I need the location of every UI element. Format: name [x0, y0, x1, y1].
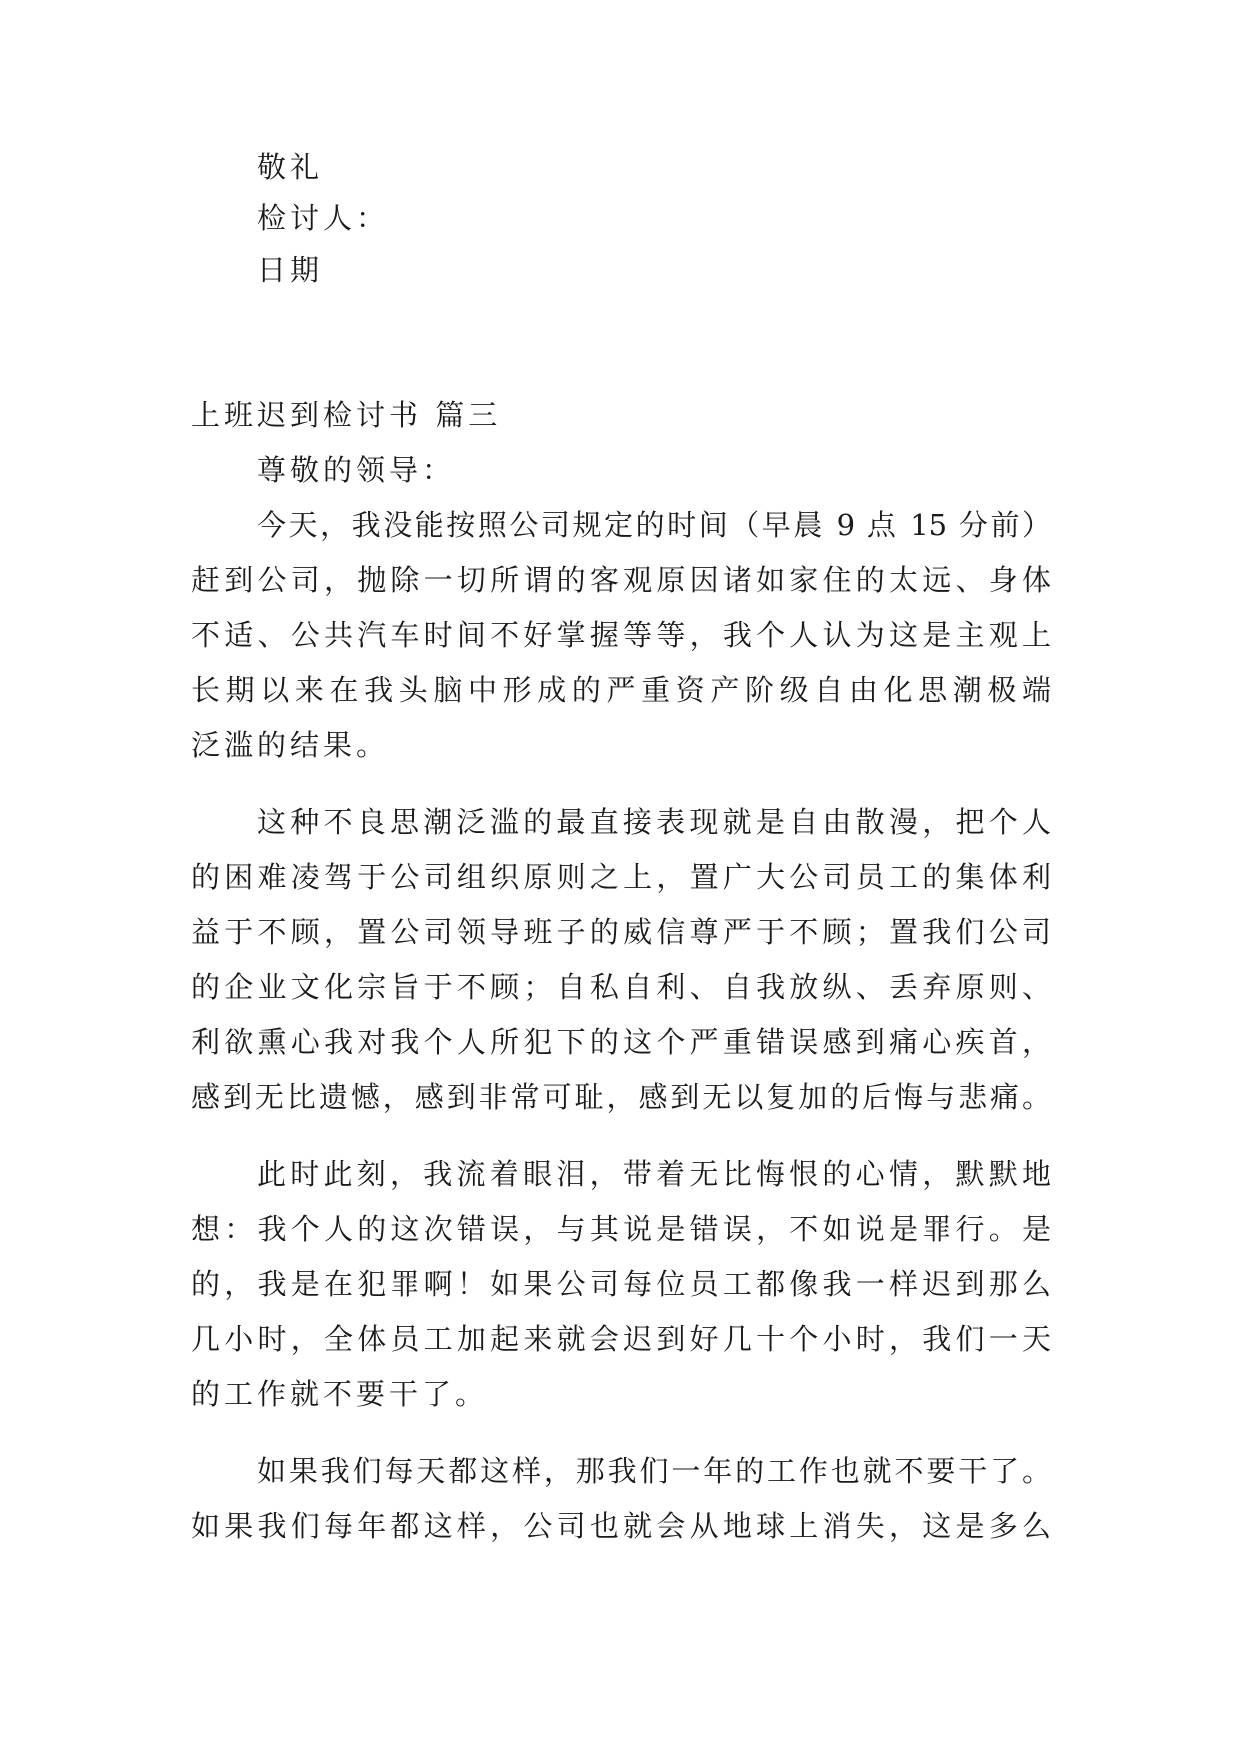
- paragraph-line: 的企业文化宗旨于不顾；自私自利、自我放纵、丢弃原则、: [191, 970, 1051, 1004]
- paragraph-line: 利欲熏心我对我个人所犯下的这个严重错误感到痛心疾首，: [191, 1025, 1051, 1059]
- paragraph-line: 的困难凌驾于公司组织原则之上，置广大公司员工的集体利: [191, 860, 1051, 894]
- section-title: 上班迟到检讨书 篇三: [191, 398, 502, 432]
- paragraph-line: 如果我们每天都这样，那我们一年的工作也就不要干了。: [257, 1454, 1051, 1488]
- closing-salutation: 敬礼: [257, 150, 324, 184]
- greeting: 尊敬的领导：: [257, 453, 456, 487]
- paragraph-line: 益于不顾，置公司领导班子的威信尊严于不顾；置我们公司: [191, 915, 1051, 949]
- paragraph-line: 想：我个人的这次错误，与其说是错误，不如说是罪行。是: [191, 1212, 1051, 1246]
- closing-signer: 检讨人：: [257, 201, 390, 235]
- closing-date: 日期: [257, 253, 324, 287]
- paragraph-line: 泛滥的结果。: [191, 728, 390, 762]
- paragraph-line: 的工作就不要干了。: [191, 1377, 489, 1411]
- paragraph-line: 赶到公司，抛除一切所谓的客观原因诸如家住的太远、身体: [191, 563, 1051, 597]
- paragraph-line: 的，我是在犯罪啊！如果公司每位员工都像我一样迟到那么: [191, 1267, 1051, 1301]
- paragraph-line: 此时此刻，我流着眼泪，带着无比悔恨的心情，默默地: [257, 1157, 1051, 1191]
- paragraph-line: 不适、公共汽车时间不好掌握等等，我个人认为这是主观上: [191, 618, 1051, 652]
- paragraph-line: 如果我们每年都这样，公司也就会从地球上消失，这是多么: [191, 1509, 1051, 1543]
- paragraph-line: 这种不良思潮泛滥的最直接表现就是自由散漫，把个人: [257, 805, 1051, 839]
- paragraph-line: 今天，我没能按照公司规定的时间（早晨 9 点 15 分前）: [257, 508, 1051, 542]
- paragraph-line: 感到无比遗憾，感到非常可耻，感到无以复加的后悔与悲痛。: [191, 1080, 1051, 1114]
- paragraph-line: 长期以来在我头脑中形成的严重资产阶级自由化思潮极端: [191, 673, 1051, 707]
- paragraph-line: 几小时，全体员工加起来就会迟到好几十个小时，我们一天: [191, 1322, 1051, 1356]
